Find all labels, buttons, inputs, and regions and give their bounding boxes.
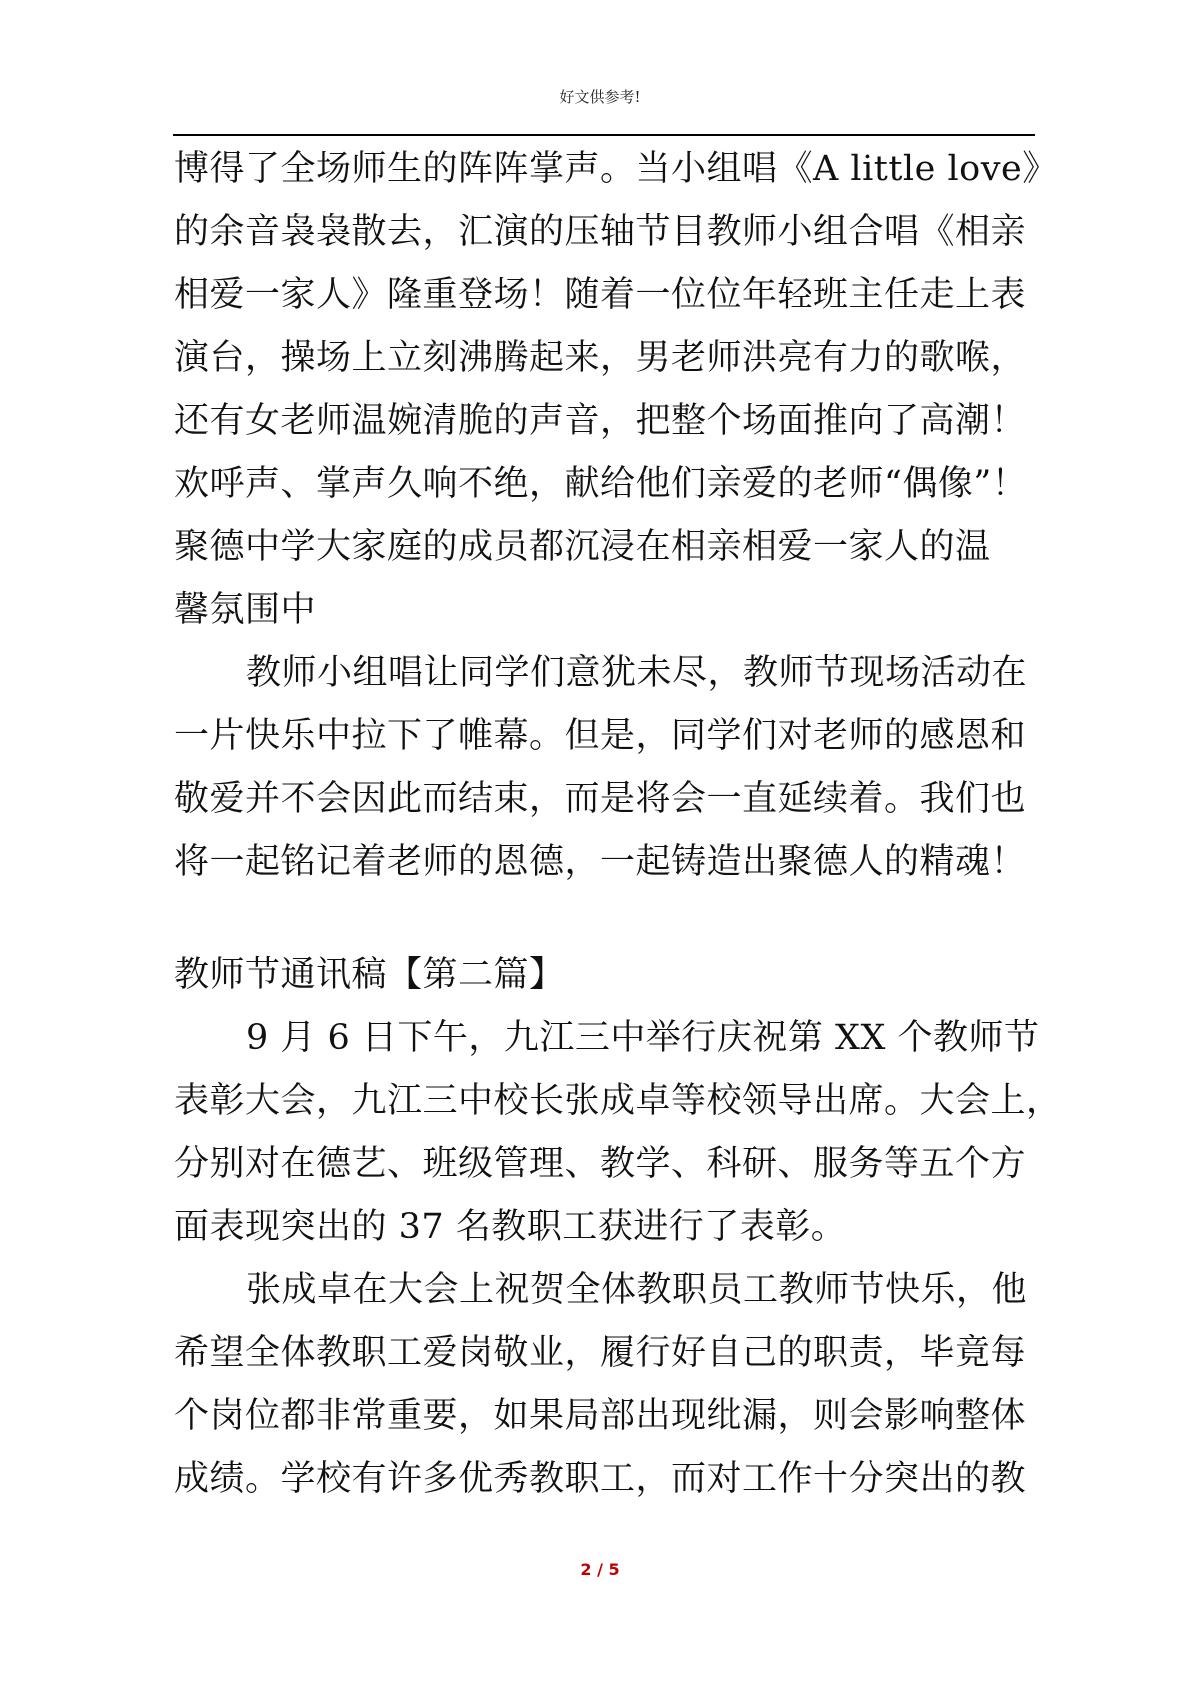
text-line: 将一起铭记着老师的恩德，一起铸造出聚德人的精魂！ [174,842,1027,882]
section-title: 教师节通讯稿【第二篇】 [174,955,565,995]
text-line: 欢呼声、掌声久响不绝，献给他们亲爱的老师“偶像”！ [174,464,1028,504]
text-line: 还有女老师温婉清脆的声音，把整个场面推向了高潮！ [174,401,1027,441]
text-line: 张成卓在大会上祝贺全体教职员工教师节快乐，他 [246,1270,1028,1310]
text-line: 的余音袅袅散去，汇演的压轴节目教师小组合唱《相亲 [174,212,1027,252]
section-spacer [174,894,1036,944]
paragraph-1 [174,138,1058,642]
text-line: 聚德中学大家庭的成员都沉浸在相亲相爱一家人的温 [174,527,991,567]
header-divider [173,134,1035,136]
document-body [174,138,1062,1511]
text-line: 教师小组唱让同学们意犹未尽，教师节现场活动在 [246,653,1028,693]
page-header: 好文供参考! [559,88,641,106]
text-line: 个岗位都非常重要，如果局部出现纰漏，则会影响整体 [174,1396,1027,1436]
paragraph-4 [174,1259,1036,1511]
paragraph-3 [174,1007,1062,1259]
paragraph-2 [174,642,1036,894]
text-line: 敬爱并不会因此而结束，而是将会一直延续着。我们也 [174,779,1027,819]
text-line: 9 月 6 日下午，九江三中举行庆祝第 XX 个教师节 [246,1018,1040,1058]
text-line: 表彰大会，九江三中校长张成卓等校领导出席。大会上， [174,1081,1062,1121]
text-line: 相爱一家人》隆重登场！随着一位位年轻班主任走上表 [174,275,1027,315]
text-line: 馨氛围中 [174,590,317,630]
text-line: 希望全体教职工爱岗敬业，履行好自己的职责，毕竟每 [174,1333,1027,1373]
text-line: 面表现突出的 37 名教职工获进行了表彰。 [174,1207,847,1247]
text-line: 博得了全场师生的阵阵掌声。当小组唱《A little love》 [174,149,1058,189]
page-number: 2 / 5 [580,1560,620,1579]
text-line: 成绩。学校有许多优秀教职工，而对工作十分突出的教 [174,1459,1027,1499]
text-line: 演台，操场上立刻沸腾起来，男老师洪亮有力的歌喉， [174,338,1027,378]
text-line: 分别对在德艺、班级管理、教学、科研、服务等五个方 [174,1144,1027,1184]
text-line: 一片快乐中拉下了帷幕。但是，同学们对老师的感恩和 [174,716,1027,756]
